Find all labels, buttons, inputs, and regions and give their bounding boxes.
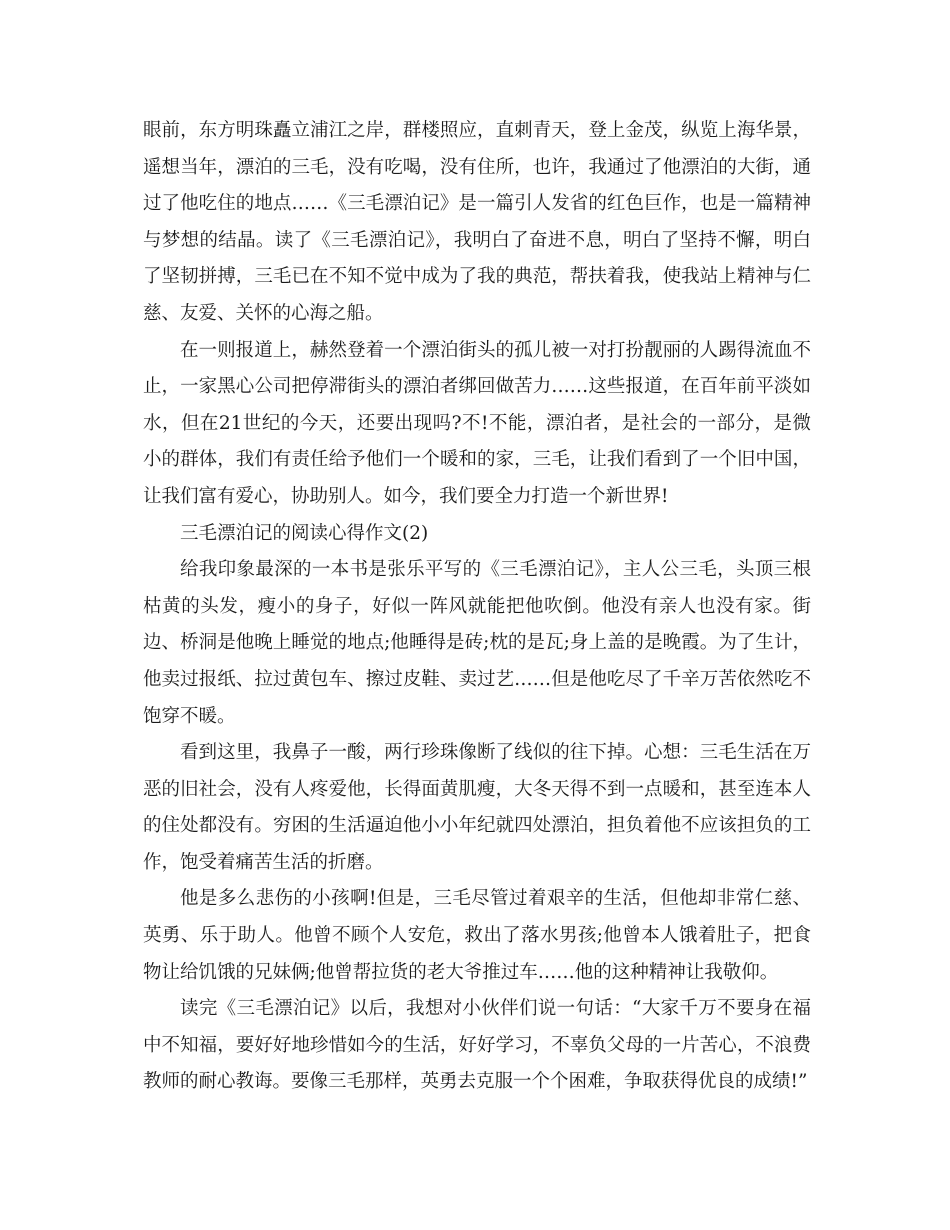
paragraph-1: 眼前，东方明珠矗立浦江之岸，群楼照应，直刺青天，登上金茂，纵览上海华景，遥想当年，漂泊的三毛，没有吃喝，没有住所，也许，我通过了他漂泊的大街，通过了他吃住的地点……《三毛漂泊记》是一篇引人发省的红色巨作，也是一篇精神与梦想的结晶。读了《三毛漂泊记》，我明白了奋进不息，明白了坚持不懈，明白了坚韧拼搏，三毛已在不知不觉中成为了我的典范，帮扶着我，使我站上精神与仁慈、友爱、关怀的心海之船。 xyxy=(143,120,811,324)
paragraph-5: 他是多么悲伤的小孩啊!但是，三毛尽管过着艰辛的生活，但他却非常仁慈、英勇、乐于助人。他曾不顾个人安危，救出了落水男孩;他曾本人饿着肚子，把食物让给饥饿的兄妹俩;他曾帮拉货的老大爷推过车……他的这种精神让我敬仰。 xyxy=(143,888,811,983)
document-body xyxy=(143,113,811,1101)
paragraph-4: 看到这里，我鼻子一酸，两行珍珠像断了线似的往下掉。心想：三毛生活在万恶的旧社会，没有人疼爱他，长得面黄肌瘦，大冬天得不到一点暖和，甚至连本人的住处都没有。穷困的生活逼迫他小小年纪就四处漂泊，担负着他不应该担负的工作，饱受着痛苦生活的折磨。 xyxy=(143,742,811,873)
section-heading: 三毛漂泊记的阅读心得作文(2) xyxy=(180,522,429,544)
paragraph-6: 读完《三毛漂泊记》以后，我想对小伙伴们说一句话：“大家千万不要身在福中不知福，要好好地珍惜如今的生活，好好学习，不辜负父母的一片苦心，不浪费教师的耐心教诲。要像三毛那样，英勇去克服一个个困难，争取获得优良的成绩!” xyxy=(143,998,811,1093)
paragraph-2: 在一则报道上，赫然登着一个漂泊街头的孤儿被一对打扮靓丽的人踢得流血不止，一家黑心公司把停滞街头的漂泊者绑回做苦力……这些报道，在百年前平淡如水，但在21世纪的今天，还要出现吗?不!不能，漂泊者，是社会的一部分，是微小的群体，我们有责任给予他们一个暖和的家，三毛，让我们看到了一个旧中国，让我们富有爱心，协助别人。如今，我们要全力打造一个新世界! xyxy=(143,339,811,507)
paragraph-3: 给我印象最深的一本书是张乐平写的《三毛漂泊记》，主人公三毛，头顶三根枯黄的头发，瘦小的身子，好似一阵风就能把他吹倒。他没有亲人也没有家。街边、桥洞是他晚上睡觉的地点;他睡得是砖;枕的是瓦;身上盖的是晚霞。为了生计，他卖过报纸、拉过黄包车、擦过皮鞋、卖过艺……但是他吃尽了千辛万苦依然吃不饱穿不暖。 xyxy=(143,559,811,727)
